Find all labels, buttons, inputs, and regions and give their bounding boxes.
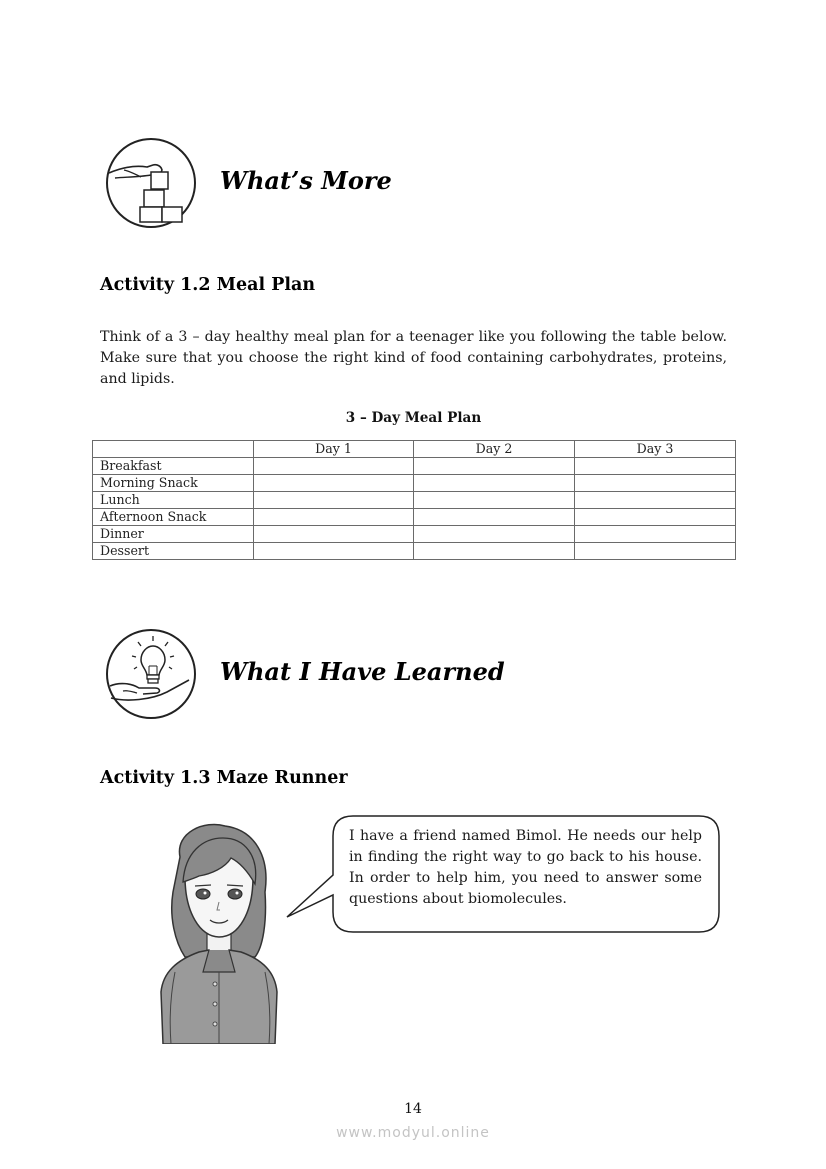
table-header-cell: Day 2	[414, 441, 575, 458]
activity-1-2-instructions: Think of a 3 – day healthy meal plan for a teenager like you following the table below. Make sure that you choose the right kind of food containing carbohydrates, proteins, and lipids.	[100, 329, 727, 387]
meal-cell[interactable]	[575, 458, 736, 475]
section-title-what-i-have-learned: What I Have Learned	[220, 657, 505, 686]
table-header-cell	[93, 441, 254, 458]
meal-cell[interactable]	[254, 458, 414, 475]
meal-cell[interactable]	[575, 526, 736, 543]
speech-bubble-text: I have a friend named Bimol. He needs our help in finding the right way to go back to his house. In order to help him, you need to answer some questions about biomolecules.	[349, 828, 702, 907]
table-row	[93, 458, 736, 475]
meal-cell[interactable]	[414, 492, 575, 509]
row-label: Lunch	[93, 492, 254, 509]
row-label: Breakfast	[93, 458, 254, 475]
meal-cell[interactable]	[254, 509, 414, 526]
meal-plan-table	[92, 440, 736, 560]
row-label: Dessert	[93, 543, 254, 560]
section-title-whats-more: What’s More	[220, 166, 392, 195]
meal-cell[interactable]	[414, 509, 575, 526]
table-header-cell: Day 1	[254, 441, 414, 458]
page-number: 14	[404, 1101, 422, 1117]
meal-cell[interactable]	[414, 543, 575, 560]
table-header-row	[93, 441, 736, 458]
watermark: www.modyul.online	[336, 1125, 490, 1141]
row-label: Morning Snack	[93, 475, 254, 492]
table-row	[93, 475, 736, 492]
activity-1-2-title: Activity 1.2 Meal Plan	[100, 275, 316, 295]
meal-plan-table-title: 3 – Day Meal Plan	[345, 410, 482, 426]
meal-cell[interactable]	[254, 475, 414, 492]
meal-cell[interactable]	[254, 526, 414, 543]
girl-illustration	[155, 822, 285, 1044]
meal-cell[interactable]	[575, 543, 736, 560]
meal-cell[interactable]	[254, 543, 414, 560]
meal-cell[interactable]	[414, 458, 575, 475]
meal-cell[interactable]	[575, 492, 736, 509]
table-row	[93, 492, 736, 509]
row-label: Dinner	[93, 526, 254, 543]
hand-stacking-blocks-icon	[105, 137, 197, 229]
meal-cell[interactable]	[254, 492, 414, 509]
meal-cell[interactable]	[414, 475, 575, 492]
activity-1-3-title: Activity 1.3 Maze Runner	[100, 768, 348, 788]
table-row	[93, 509, 736, 526]
meal-cell[interactable]	[575, 509, 736, 526]
table-header-cell: Day 3	[575, 441, 736, 458]
meal-cell[interactable]	[575, 475, 736, 492]
hand-lightbulb-icon	[105, 628, 197, 720]
meal-cell[interactable]	[414, 526, 575, 543]
table-row	[93, 543, 736, 560]
table-row	[93, 526, 736, 543]
row-label: Afternoon Snack	[93, 509, 254, 526]
